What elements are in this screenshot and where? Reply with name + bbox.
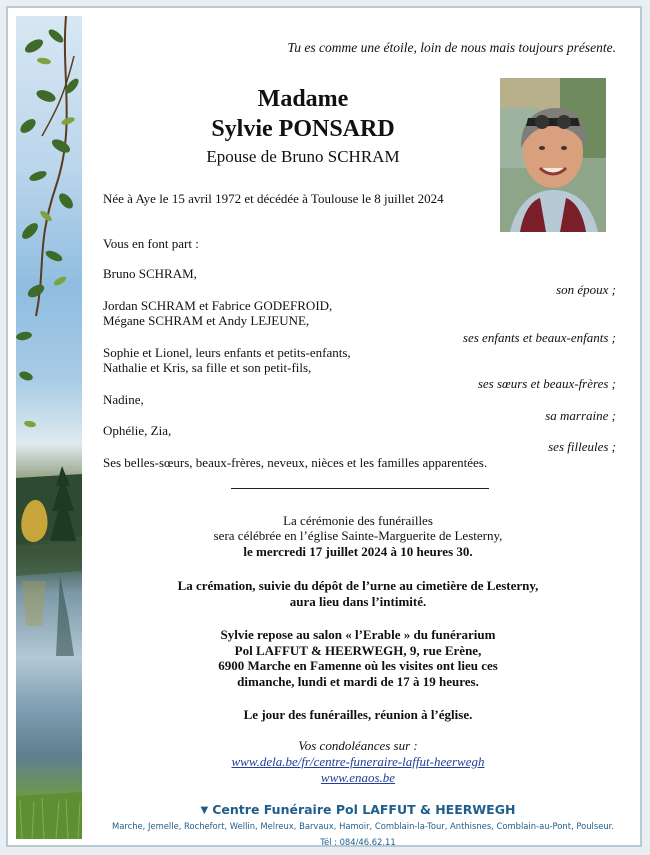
enaos-condolence-link[interactable]: www.enaos.be [320, 770, 396, 785]
funeral-home-phone: Tél : 084/46.62.11 [320, 837, 396, 847]
funeral-home-name-row [108, 801, 608, 819]
visitation-line: Sylvie repose au salon « l’Erable » du funérarium [220, 627, 496, 642]
family-member-line: Jordan SCHRAM et Fabrice GODEFROID, [103, 298, 333, 313]
intro-text: Vous en font part : [103, 236, 199, 251]
family-role: ses filleules ; [548, 439, 616, 454]
deceased-photo [500, 78, 606, 232]
ceremony-line: La cérémonie des funérailles [283, 513, 433, 528]
family-member-line: Mégane SCHRAM et Andy LEJEUNE, [103, 313, 310, 328]
funeral-home-locations: Marche, Jemelle, Rochefort, Wellin, Melreux, Barvaux, Hamoir, Comblain-la-Tour, Anthisnes, Comblain-au-Pont, Poulseur. [111, 821, 614, 831]
family-role: ses enfants et beaux-enfants ; [462, 330, 616, 345]
spouse-line: Epouse de Bruno SCHRAM [206, 147, 400, 166]
family-member-line: Sophie et Lionel, leurs enfants et petits-enfants, [103, 345, 351, 360]
condolences-label: Vos condoléances sur : [298, 738, 418, 753]
birth-death-line: Née à Aye le 15 avril 1972 et décédée à Toulouse le 8 juillet 2024 [103, 191, 444, 206]
family-role: son époux ; [556, 282, 616, 297]
ceremony-line: sera célébrée en l’église Sainte-Marguerite de Lesterny, [213, 528, 503, 543]
cremation-line: La crémation, suivie du dépôt de l’urne au cimetière de Lesterny, [177, 578, 539, 593]
triangle-down-icon: ▼ [200, 805, 209, 816]
honorific: Madame [257, 86, 349, 112]
family-member-line: Nathalie et Kris, sa fille et son petit-fils, [103, 360, 312, 375]
portrait-illustration [500, 78, 606, 232]
funeral-notice-card [6, 6, 642, 847]
visitation-line: dimanche, lundi et mardi de 17 à 19 heures. [237, 674, 479, 689]
family-member-line: Ophélie, Zia, [103, 423, 172, 438]
dela-condolence-link[interactable]: www.dela.be/fr/centre-funeraire-laffut-heerwegh [231, 754, 485, 769]
cremation-line: aura lieu dans l’intimité. [289, 594, 427, 609]
meeting-note: Le jour des funérailles, réunion à l’église. [243, 707, 473, 722]
family-role: sa marraine ; [545, 408, 616, 423]
deceased-name: Sylvie PONSARD [211, 116, 395, 142]
family-role: ses sœurs et beaux-frères ; [477, 376, 616, 391]
visitation-line: 6900 Marche en Famenne où les visites ont lieu ces [218, 658, 498, 673]
divider-rule [231, 488, 489, 489]
visitation-line: Pol LAFFUT & HEERWEGH, 9, rue Erène, [234, 643, 482, 658]
family-member-line: Nadine, [103, 392, 144, 407]
funeral-home-name: Centre Funéraire Pol LAFFUT & HEERWEGH [212, 802, 516, 817]
family-member-line: Bruno SCHRAM, [103, 266, 197, 281]
ceremony-date: le mercredi 17 juillet 2024 à 10 heures 30. [243, 544, 473, 559]
extended-family-line: Ses belles-sœurs, beaux-frères, neveux, nièces et les familles apparentées. [103, 455, 488, 470]
memorial-quote: Tu es comme une étoile, loin de nous mais toujours présente. [287, 40, 616, 55]
